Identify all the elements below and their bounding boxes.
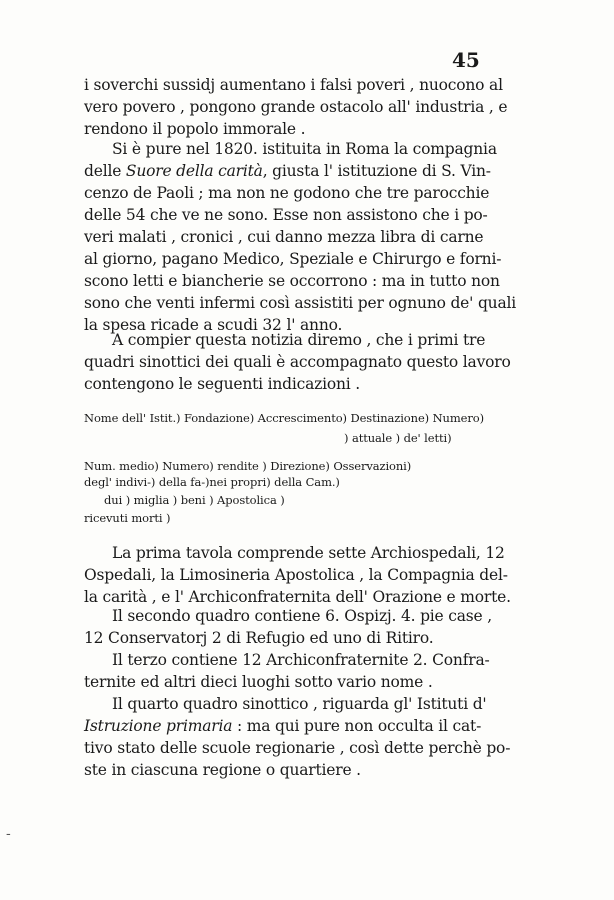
table-header-row: Nome dell' Istit.) Fondazione) Accrescimento) Destinazione) Numero): [84, 411, 484, 425]
text-line: Il secondo quadro contiene 6. Ospizj. 4. pie case ,: [112, 607, 492, 625]
text-line: La prima tavola comprende sette Archiospedali, 12: [112, 544, 505, 562]
text-line: delle 54 che ve ne sono. Esse non assistono che i po-: [84, 206, 488, 224]
table-header-row: ) attuale ) de' letti): [344, 431, 452, 445]
paragraph-3: [84, 329, 511, 395]
text-line: [84, 715, 508, 737]
text-run: delle: [84, 162, 126, 180]
text-line: veri malati , cronici , cui danno mezza libra di carne: [84, 228, 484, 246]
text-line: quadri sinottici dei quali è accompagnato questo lavoro: [84, 353, 511, 371]
text-line: 12 Conservatorj 2 di Refugio ed uno di Ritiro.: [84, 629, 434, 647]
text-run: , giusta l' istituzione di S. Vin-: [262, 162, 491, 180]
text-line: sono che venti infermi così assistiti per ognuno de' quali: [84, 294, 517, 312]
text-line: Il terzo contiene 12 Archiconfraternite 2. Confra-: [112, 651, 490, 669]
text-line: ternite ed altri dieci luoghi sotto vario nome .: [84, 673, 433, 691]
paragraph-5: [84, 605, 508, 649]
text-line: Il quarto quadro sinottico , riguarda gl' Istituti d': [112, 695, 487, 713]
table-header-row: degl' indivi-) della fa-)nei propri) della Cam.): [84, 475, 340, 489]
text-line: contengono le seguenti indicazioni .: [84, 375, 361, 393]
text-line: rendono il popolo immorale .: [84, 120, 306, 138]
text-line: la spesa ricade a scudi 32 l' anno.: [84, 316, 343, 334]
text-line: [84, 160, 508, 182]
paragraph-7: [84, 693, 511, 781]
text-line: al giorno, pagano Medico, Speziale e Chirurgo e forni-: [84, 250, 502, 268]
text-line: tivo stato delle scuole regionarie , così dette perchè po-: [84, 739, 511, 757]
text-line: Ospedali, la Limosineria Apostolica , la Compagnia del-: [84, 566, 508, 584]
italic-phrase: Suore della carità: [125, 162, 263, 180]
text-line: ste in ciascuna regione o quartiere .: [84, 761, 361, 779]
paragraph-1: [84, 74, 508, 140]
table-header-row: Num. medio) Numero) rendite ) Direzione) Osservazioni): [84, 459, 412, 473]
text-line: A compier questa notizia diremo , che i primi tre: [112, 331, 486, 349]
text-line: vero povero , pongono grande ostacolo all' industria , e: [84, 98, 508, 116]
paragraph-6: [84, 649, 508, 693]
table-header-row: dui ) miglia ) beni ) Apostolica ): [104, 493, 285, 507]
margin-tick-mark: -: [6, 826, 11, 842]
text-line: cenzo de Paoli ; ma non ne godono che tre parocchie: [84, 184, 490, 202]
text-run: : ma qui pure non occulta il cat-: [232, 717, 482, 735]
table-header-row: ricevuti morti ): [84, 511, 171, 525]
italic-phrase: Istruzione primaria: [84, 717, 233, 735]
paragraph-4: [84, 542, 511, 608]
text-line: i soverchi sussidj aumentano i falsi poveri , nuocono al: [84, 76, 503, 94]
paragraph-2: [84, 138, 517, 336]
page-number: 45: [452, 48, 480, 72]
text-line: Si è pure nel 1820. istituita in Roma la compagnia: [112, 140, 497, 158]
text-line: scono letti e biancherie se occorrono : ma in tutto non: [84, 272, 500, 290]
text-line: la carità , e l' Archiconfraternita dell' Orazione e morte.: [84, 588, 511, 606]
